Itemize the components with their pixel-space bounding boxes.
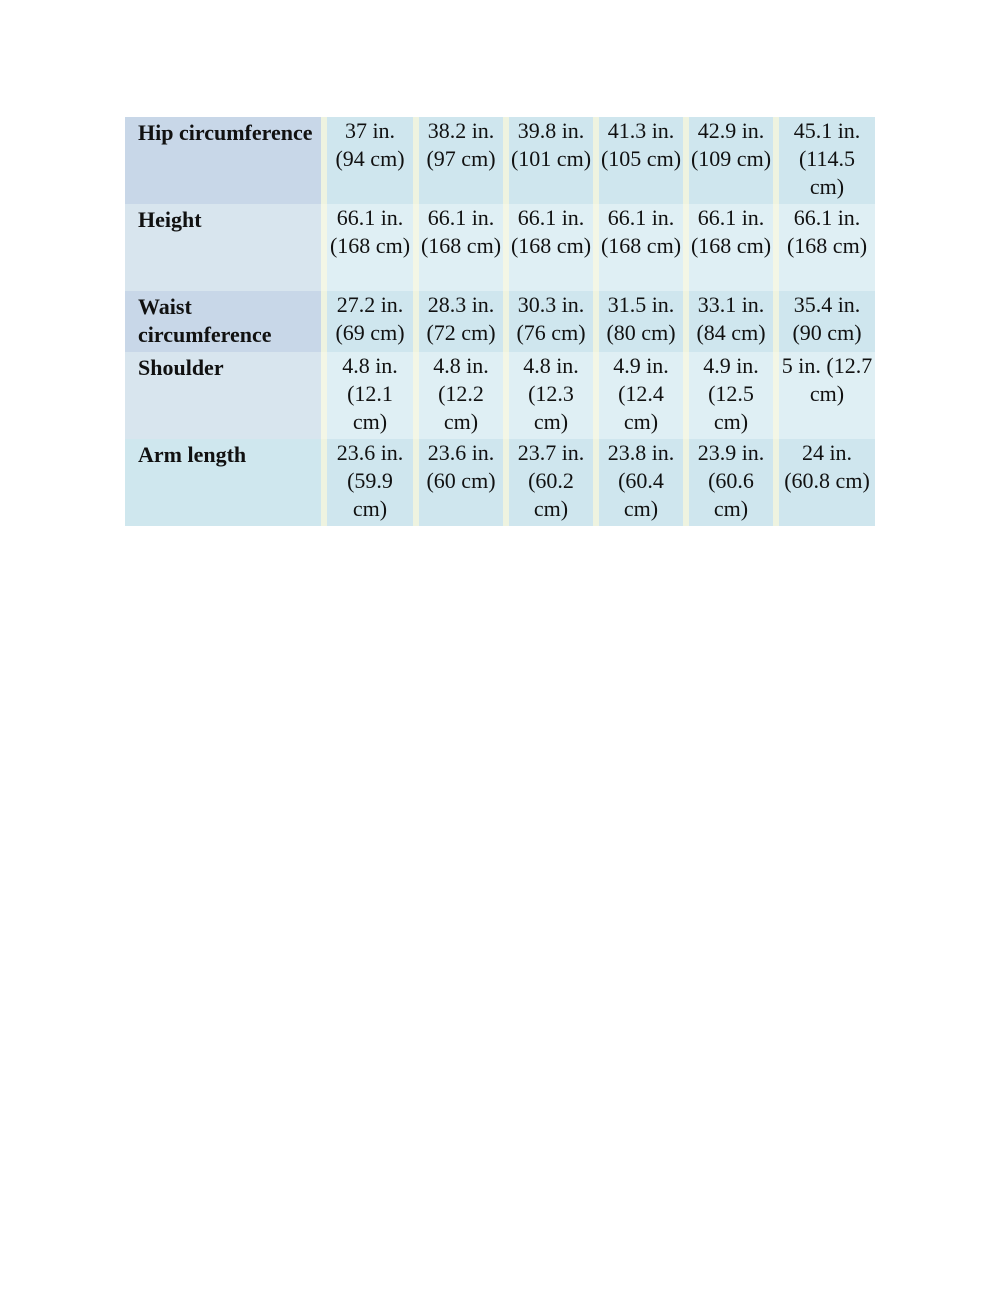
table-cell: 66.1 in. (168 cm): [689, 204, 773, 291]
table-cell: 24 in. (60.8 cm): [779, 439, 875, 526]
table-cell: 23.6 in. (59.9 cm): [327, 439, 413, 526]
table-cell: 23.6 in. (60 cm): [419, 439, 503, 526]
table-cell: 28.3 in. (72 cm): [419, 291, 503, 352]
table-row: [125, 117, 875, 204]
table-cell: 23.8 in. (60.4 cm): [599, 439, 683, 526]
table-cell: 4.8 in. (12.3 cm): [509, 352, 593, 439]
table-row: [125, 204, 875, 291]
table-cell: 23.7 in. (60.2 cm): [509, 439, 593, 526]
table-cell: 4.8 in. (12.1 cm): [327, 352, 413, 439]
row-label-waist-circumference: Waist circumference: [125, 291, 321, 352]
table-cell: 66.1 in. (168 cm): [599, 204, 683, 291]
table-cell: 66.1 in. (168 cm): [779, 204, 875, 291]
table-cell: 4.8 in. (12.2 cm): [419, 352, 503, 439]
table-cell: 30.3 in. (76 cm): [509, 291, 593, 352]
table-cell: 5 in. (12.7 cm): [779, 352, 875, 439]
table-cell: 4.9 in. (12.5 cm): [689, 352, 773, 439]
table-cell: 45.1 in. (114.5 cm): [779, 117, 875, 204]
table-cell: 23.9 in. (60.6 cm): [689, 439, 773, 526]
table-row: [125, 439, 875, 526]
row-label-hip-circumference: Hip circumference: [125, 117, 321, 204]
size-chart-table: [125, 117, 875, 526]
table-cell: 66.1 in. (168 cm): [509, 204, 593, 291]
table-cell: 33.1 in. (84 cm): [689, 291, 773, 352]
table-cell: 4.9 in. (12.4 cm): [599, 352, 683, 439]
row-label-shoulder: Shoulder: [125, 352, 321, 439]
row-label-arm-length: Arm length: [125, 439, 321, 526]
table-cell: 39.8 in. (101 cm): [509, 117, 593, 204]
table-cell: 42.9 in. (109 cm): [689, 117, 773, 204]
table-cell: 37 in. (94 cm): [327, 117, 413, 204]
table-cell: 38.2 in. (97 cm): [419, 117, 503, 204]
table-row: [125, 352, 875, 439]
table-row: [125, 291, 875, 352]
table-cell: 27.2 in. (69 cm): [327, 291, 413, 352]
table-cell: 35.4 in. (90 cm): [779, 291, 875, 352]
table-cell: 66.1 in. (168 cm): [327, 204, 413, 291]
table-cell: 41.3 in. (105 cm): [599, 117, 683, 204]
table-cell: 31.5 in. (80 cm): [599, 291, 683, 352]
table-cell: 66.1 in. (168 cm): [419, 204, 503, 291]
row-label-height: Height: [125, 204, 321, 291]
